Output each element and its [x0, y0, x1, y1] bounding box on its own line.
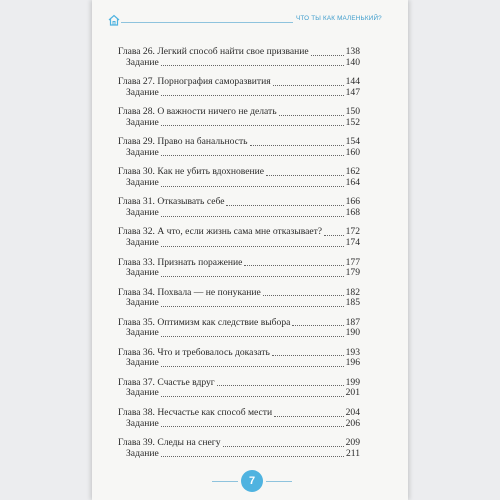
toc-task-title: Задание: [126, 86, 159, 98]
page-number-rule-right: [266, 481, 292, 482]
toc-task-title: Задание: [126, 357, 159, 369]
toc-leader-dots: [279, 115, 344, 116]
toc-page-number: 162: [345, 166, 360, 178]
toc-task-row: [118, 238, 360, 249]
toc-chapter-title: Глава 37. Счастье вдруг: [118, 376, 215, 388]
toc-chapter-title: Глава 35. Оптимизм как следствие выбора: [118, 316, 291, 328]
toc-task-row: [118, 58, 360, 69]
toc-page-number: 211: [345, 447, 360, 459]
toc-chapter-title: Глава 36. Что и требовалось доказать: [118, 346, 270, 358]
toc-task-title: Задание: [126, 56, 159, 68]
toc-task-title: Задание: [126, 297, 159, 309]
toc-page-number: 144: [345, 76, 360, 88]
toc-page-number: 174: [345, 237, 360, 249]
toc-page-number: 147: [345, 86, 360, 98]
toc-page-number: 193: [345, 346, 360, 358]
toc-task-title: Задание: [126, 327, 159, 339]
toc-leader-dots: [161, 426, 344, 427]
toc-task-title: Задание: [126, 176, 159, 188]
toc-page-number: 166: [345, 196, 360, 208]
toc-task-title: Задание: [126, 447, 159, 459]
toc-task-row: [118, 118, 360, 129]
page-number-rule-left: [212, 481, 238, 482]
toc-task-row: [118, 449, 360, 460]
toc-page-number: 196: [345, 357, 360, 369]
toc-page-number: 201: [345, 387, 360, 399]
house-icon: [107, 13, 121, 27]
toc-leader-dots: [161, 246, 344, 247]
toc-page-number: 204: [345, 406, 360, 418]
toc-leader-dots: [292, 325, 343, 326]
toc-leader-dots: [161, 456, 344, 457]
toc-chapter-title: Глава 32. А что, если жизнь сама мне отказывает?: [118, 226, 323, 238]
toc-leader-dots: [217, 385, 344, 386]
toc-leader-dots: [244, 265, 343, 266]
toc-page-number: 160: [345, 146, 360, 158]
toc-leader-dots: [161, 186, 344, 187]
toc-leader-dots: [161, 216, 344, 217]
toc-chapter-title: Глава 27. Порнография саморазвития: [118, 76, 271, 88]
toc-page-number: 199: [345, 376, 360, 388]
toc-task-row: [118, 328, 360, 339]
toc-leader-dots: [311, 55, 344, 56]
toc-leader-dots: [161, 366, 344, 367]
table-of-contents: [118, 47, 360, 468]
toc-leader-dots: [263, 295, 344, 296]
page-number: 7: [241, 470, 263, 492]
toc-task-row: [118, 358, 360, 369]
toc-page-number: 179: [345, 267, 360, 279]
toc-chapter-title: Глава 29. Право на банальность: [118, 136, 248, 148]
running-header: ЧТО ТЫ КАК МАЛЕНЬКИЙ?: [296, 15, 382, 22]
toc-leader-dots: [161, 396, 344, 397]
toc-leader-dots: [161, 306, 344, 307]
toc-chapter-title: Глава 34. Похвала — не понукание: [118, 286, 261, 298]
toc-chapter-row: [118, 408, 360, 419]
toc-page-number: 187: [345, 316, 360, 328]
toc-leader-dots: [161, 155, 344, 156]
toc-task-row: [118, 178, 360, 189]
toc-page-number: 190: [345, 327, 360, 339]
toc-task-row: [118, 268, 360, 279]
toc-leader-dots: [223, 446, 344, 447]
toc-task-title: Задание: [126, 417, 159, 429]
toc-chapter-title: Глава 33. Признать поражение: [118, 256, 243, 268]
toc-leader-dots: [250, 145, 344, 146]
toc-page-number: 168: [345, 206, 360, 218]
toc-leader-dots: [161, 125, 344, 126]
toc-task-title: Задание: [126, 146, 159, 158]
toc-page-number: 140: [345, 56, 360, 68]
toc-chapter-title: Глава 38. Несчастье как способ мести: [118, 406, 273, 418]
toc-task-row: [118, 388, 360, 399]
header-rule: [121, 22, 293, 23]
toc-task-row: [118, 208, 360, 219]
toc-leader-dots: [273, 85, 344, 86]
toc-leader-dots: [274, 416, 343, 417]
toc-leader-dots: [161, 336, 344, 337]
toc-chapter-row: [118, 47, 360, 58]
toc-task-title: Задание: [126, 267, 159, 279]
toc-page-number: 206: [345, 417, 360, 429]
toc-leader-dots: [161, 95, 344, 96]
toc-chapter-title: Глава 39. Следы на снегу: [118, 437, 221, 449]
toc-leader-dots: [324, 235, 344, 236]
toc-task-title: Задание: [126, 237, 159, 249]
toc-chapter-title: Глава 30. Как не убить вдохновение: [118, 166, 265, 178]
toc-page-number: 185: [345, 297, 360, 309]
toc-page-number: 152: [345, 116, 360, 128]
toc-leader-dots: [226, 205, 343, 206]
toc-task-title: Задание: [126, 116, 159, 128]
toc-chapter-title: Глава 26. Легкий способ найти свое призвание: [118, 46, 309, 57]
toc-page-number: 138: [345, 46, 360, 57]
toc-page-number: 209: [345, 437, 360, 449]
toc-page-number: 164: [345, 176, 360, 188]
toc-leader-dots: [266, 175, 344, 176]
toc-page-number: 150: [345, 106, 360, 118]
toc-leader-dots: [161, 276, 344, 277]
toc-page-number: 172: [345, 226, 360, 238]
toc-task-row: [118, 298, 360, 309]
toc-page-number: 182: [345, 286, 360, 298]
toc-task-row: [118, 419, 360, 430]
toc-chapter-title: Глава 28. О важности ничего не делать: [118, 106, 277, 118]
toc-task-row: [118, 88, 360, 99]
toc-leader-dots: [161, 65, 344, 66]
toc-page-number: 154: [345, 136, 360, 148]
toc-task-title: Задание: [126, 387, 159, 399]
toc-leader-dots: [272, 355, 344, 356]
toc-task-title: Задание: [126, 206, 159, 218]
toc-page-number: 177: [345, 256, 360, 268]
toc-chapter-title: Глава 31. Отказывать себе: [118, 196, 225, 208]
toc-task-row: [118, 148, 360, 159]
